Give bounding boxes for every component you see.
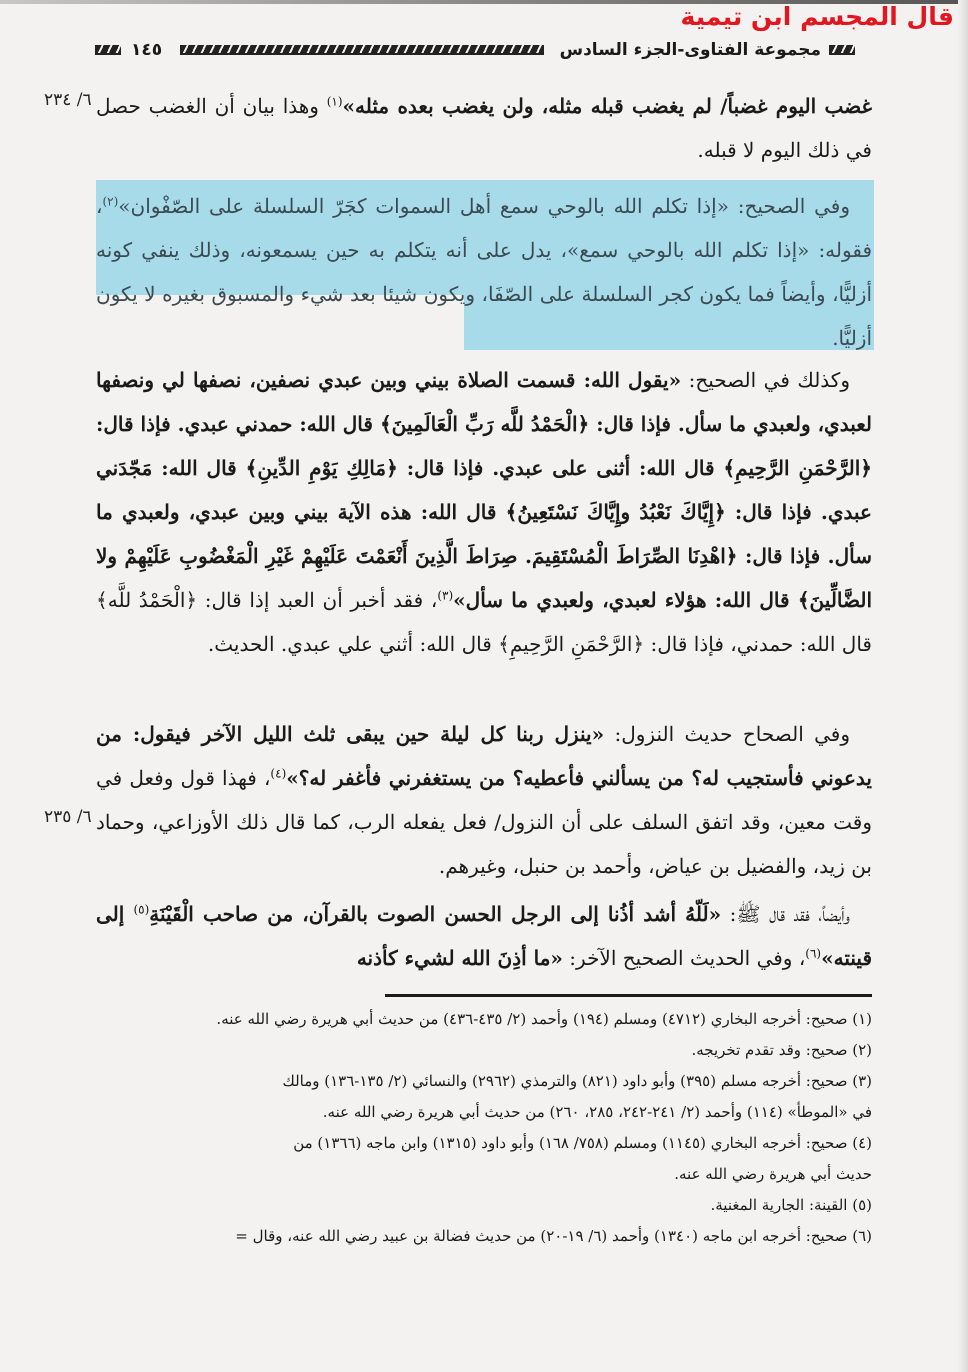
paragraph-text [96, 712, 872, 888]
header-ornament-rule [180, 45, 543, 55]
footnote-marker[interactable]: (١) [326, 94, 343, 109]
paragraph-text [96, 892, 872, 980]
margin-reference: ٦/ ٢٣٥ [44, 807, 92, 827]
hadith-quote: «ما أذِنَ الله لشيء كأذنه [356, 946, 563, 970]
watermark-caption: قال المجسم ابن تيمية [680, 2, 954, 31]
footnote-6: (٦) صحيح: أخرجه ابن ماجه (١٣٤٠) وأحمد (٦/ ١٩-٢٠) من حديث فضالة بن عبيد رضي الله عنه، وقال = [235, 1227, 872, 1245]
page-number: ١٤٥ [131, 40, 163, 60]
text-run: وكذلك في الصحيح: [681, 368, 850, 392]
footnote-1: (١) صحيح: أخرجه البخاري (٤٧١٢) ومسلم (١٩٤) وأحمد (٢/ ٤٣٥-٤٣٦) من حديث أبي هريرة رضي الله عنه. [216, 1010, 872, 1028]
text-run: ، فهذا قول وفعل في وقت معين، وقد اتفق السلف على أن النزول/ فعل يفعله الرب، كما قال ذلك الأوزاعي، وحماد بن زيد، والفضيل بن عياض، وأحمد بن حنبل، وغيرهم. [96, 766, 873, 878]
text-run: وفي الصحاح حديث النزول: [604, 722, 850, 746]
footnote-4-continued: حديث أبي هريرة رضي الله عنه. [674, 1165, 872, 1183]
footnotes [96, 1004, 872, 1252]
page-edge-shadow [958, 0, 968, 1372]
hadith-quote: «ينزل ربنا كل ليلة حين يبقى ثلث الليل الآخر فيقول: من يدعوني فأستجيب له؟ من يسألني فأعطيه؟ من يستغفرني فأغفر له؟» [96, 722, 872, 790]
paragraph-text [96, 84, 872, 172]
footnote-2: (٢) صحيح: وقد تقدم تخريجه. [691, 1041, 872, 1059]
footnote-marker[interactable]: (٤) [270, 766, 287, 781]
hadith-quote: «إذا تكلم الله بالوحي سمع» [567, 238, 810, 262]
footnote-3: (٣) صحيح: أخرجه مسلم (٣٩٥) وأبو داود (٨٢١) والترمذي (٢٩٦٢) والنسائي (٢/ ١٣٥-١٣٦) ومالك [282, 1072, 872, 1090]
paragraph-3 [96, 358, 872, 666]
paragraph-4 [96, 712, 872, 888]
hadith-quote: «يقول الله: قسمت الصلاة بيني وبين عبدي نصفين، نصفها لي ونصفها لعبدي، ولعبدي ما سأل. فإذا قال: ﴿الْحَمْدُ للَّه رَبِّ الْعَالَمِينَ﴾ قال الله: حمدني عبدي. فإذا قال: ﴿الرَّحْمَنِ الرَّحِيمِ﴾ قال الله: أثنى على عبدي. فإذا قال: ﴿مَالِكِ يَوْمِ الدِّينِ﴾ قال الله: مَجّدَني عبدي. فإذا قال: ﴿إِيَّاكَ نَعْبُدُ وإِيَّاكَ نَسْتَعِينُ﴾ قال الله: هذه الآية بيني وبين عبدي، ولعبدي ما سأل. فإذا قال: ﴿اهْدِنَا الصِّرَاطَ الْمُسْتَقِيمَ. صِرَاطَ الَّذِينَ أَنْعَمْتَ عَلَيْهِمْ غَيْرِ الْمَغْضُوبِ عَلَيْهِمْ ولا الضَّالِّينَ﴾ قال الله: هؤلاء لعبدي، ولعبدي ما سأل» [96, 368, 872, 612]
text-run: وفي الصحيح: [728, 194, 850, 218]
paragraph-text [96, 358, 872, 666]
paragraph-2-highlighted [96, 184, 872, 360]
text-run: وهذا بيان أن [214, 94, 327, 118]
paragraph-5 [96, 892, 872, 980]
header-ornament-right [829, 45, 855, 55]
footnote-marker[interactable]: (٣) [437, 588, 454, 603]
footnote-3-continued: في «الموطأ» (١١٤) وأحمد (٢/ ٢٤١-٢٤٢، ٢٨٥، ٢٦٠) من حديث أبي هريرة رضي الله عنه. [322, 1103, 872, 1121]
text-run: ، يدل على أنه يتكلم به حين يسمعونه، وذلك ينفي كونه أزليًّا، وأيضاً فما يكون كجر السلسلة على الصّفَا، ويكون شيئا بعد شيء والمسبوق بغيره لا يكون أزليًّا. [96, 238, 872, 350]
footnote-separator [385, 994, 872, 997]
text-run: ، فقد أخبر أن العبد إذا قال: ﴿الْحَمْدُ للَّه﴾ قال الله: حمدني، فإذا قال: ﴿الرَّحْمَنِ الرَّحِيمِ﴾ قال الله: أثني علي عبدي. الحديث. [96, 588, 872, 656]
text-run: ، فقوله: [96, 194, 873, 262]
footnote-5: (٥) القينة: الجارية المغنية. [710, 1196, 872, 1214]
text-run: الغضب حصل في ذلك اليوم لا قبله. [96, 94, 872, 162]
margin-reference: ٦/ ٢٣٤ [44, 90, 92, 110]
footnote-4: (٤) صحيح: أخرجه البخاري (١١٤٥) ومسلم (٧٥٨/ ١٦٨) وأبو داود (١٣١٥) وابن ماجه (١٣٦٦) من [293, 1134, 872, 1152]
hadith-quote: «لَلّهُ أشد أذُنا إلى الرجل الحسن الصوت بالقرآن، من صاحب الْقَيْنَةِ [149, 902, 722, 926]
text-run: وأيضاً، فقد قال ﷺ: [721, 902, 850, 926]
footnote-marker[interactable]: (٦) [805, 946, 822, 961]
running-header [95, 37, 855, 63]
header-ornament-left [95, 45, 121, 55]
hadith-quote: إلى قينته» [96, 902, 872, 970]
footnote-marker[interactable]: (٥) [133, 902, 150, 917]
hadith-quote: «إذا تكلم الله بالوحي سمع أهل السموات كجَرّ السلسلة على الصّفْوان» [118, 194, 729, 218]
hadith-quote: غضب اليوم غضباً/ لم يغضب قبله مثله، ولن يغضب بعده مثله» [342, 94, 872, 118]
paragraph-text [96, 184, 872, 360]
text-run: ، وفي الحديث الصحيح الآخر: [562, 946, 806, 970]
paragraph-1 [96, 84, 872, 172]
footnote-marker[interactable]: (٢) [102, 194, 119, 209]
book-title: مجموعة الفتاوى-الجزء السادس [559, 40, 821, 60]
